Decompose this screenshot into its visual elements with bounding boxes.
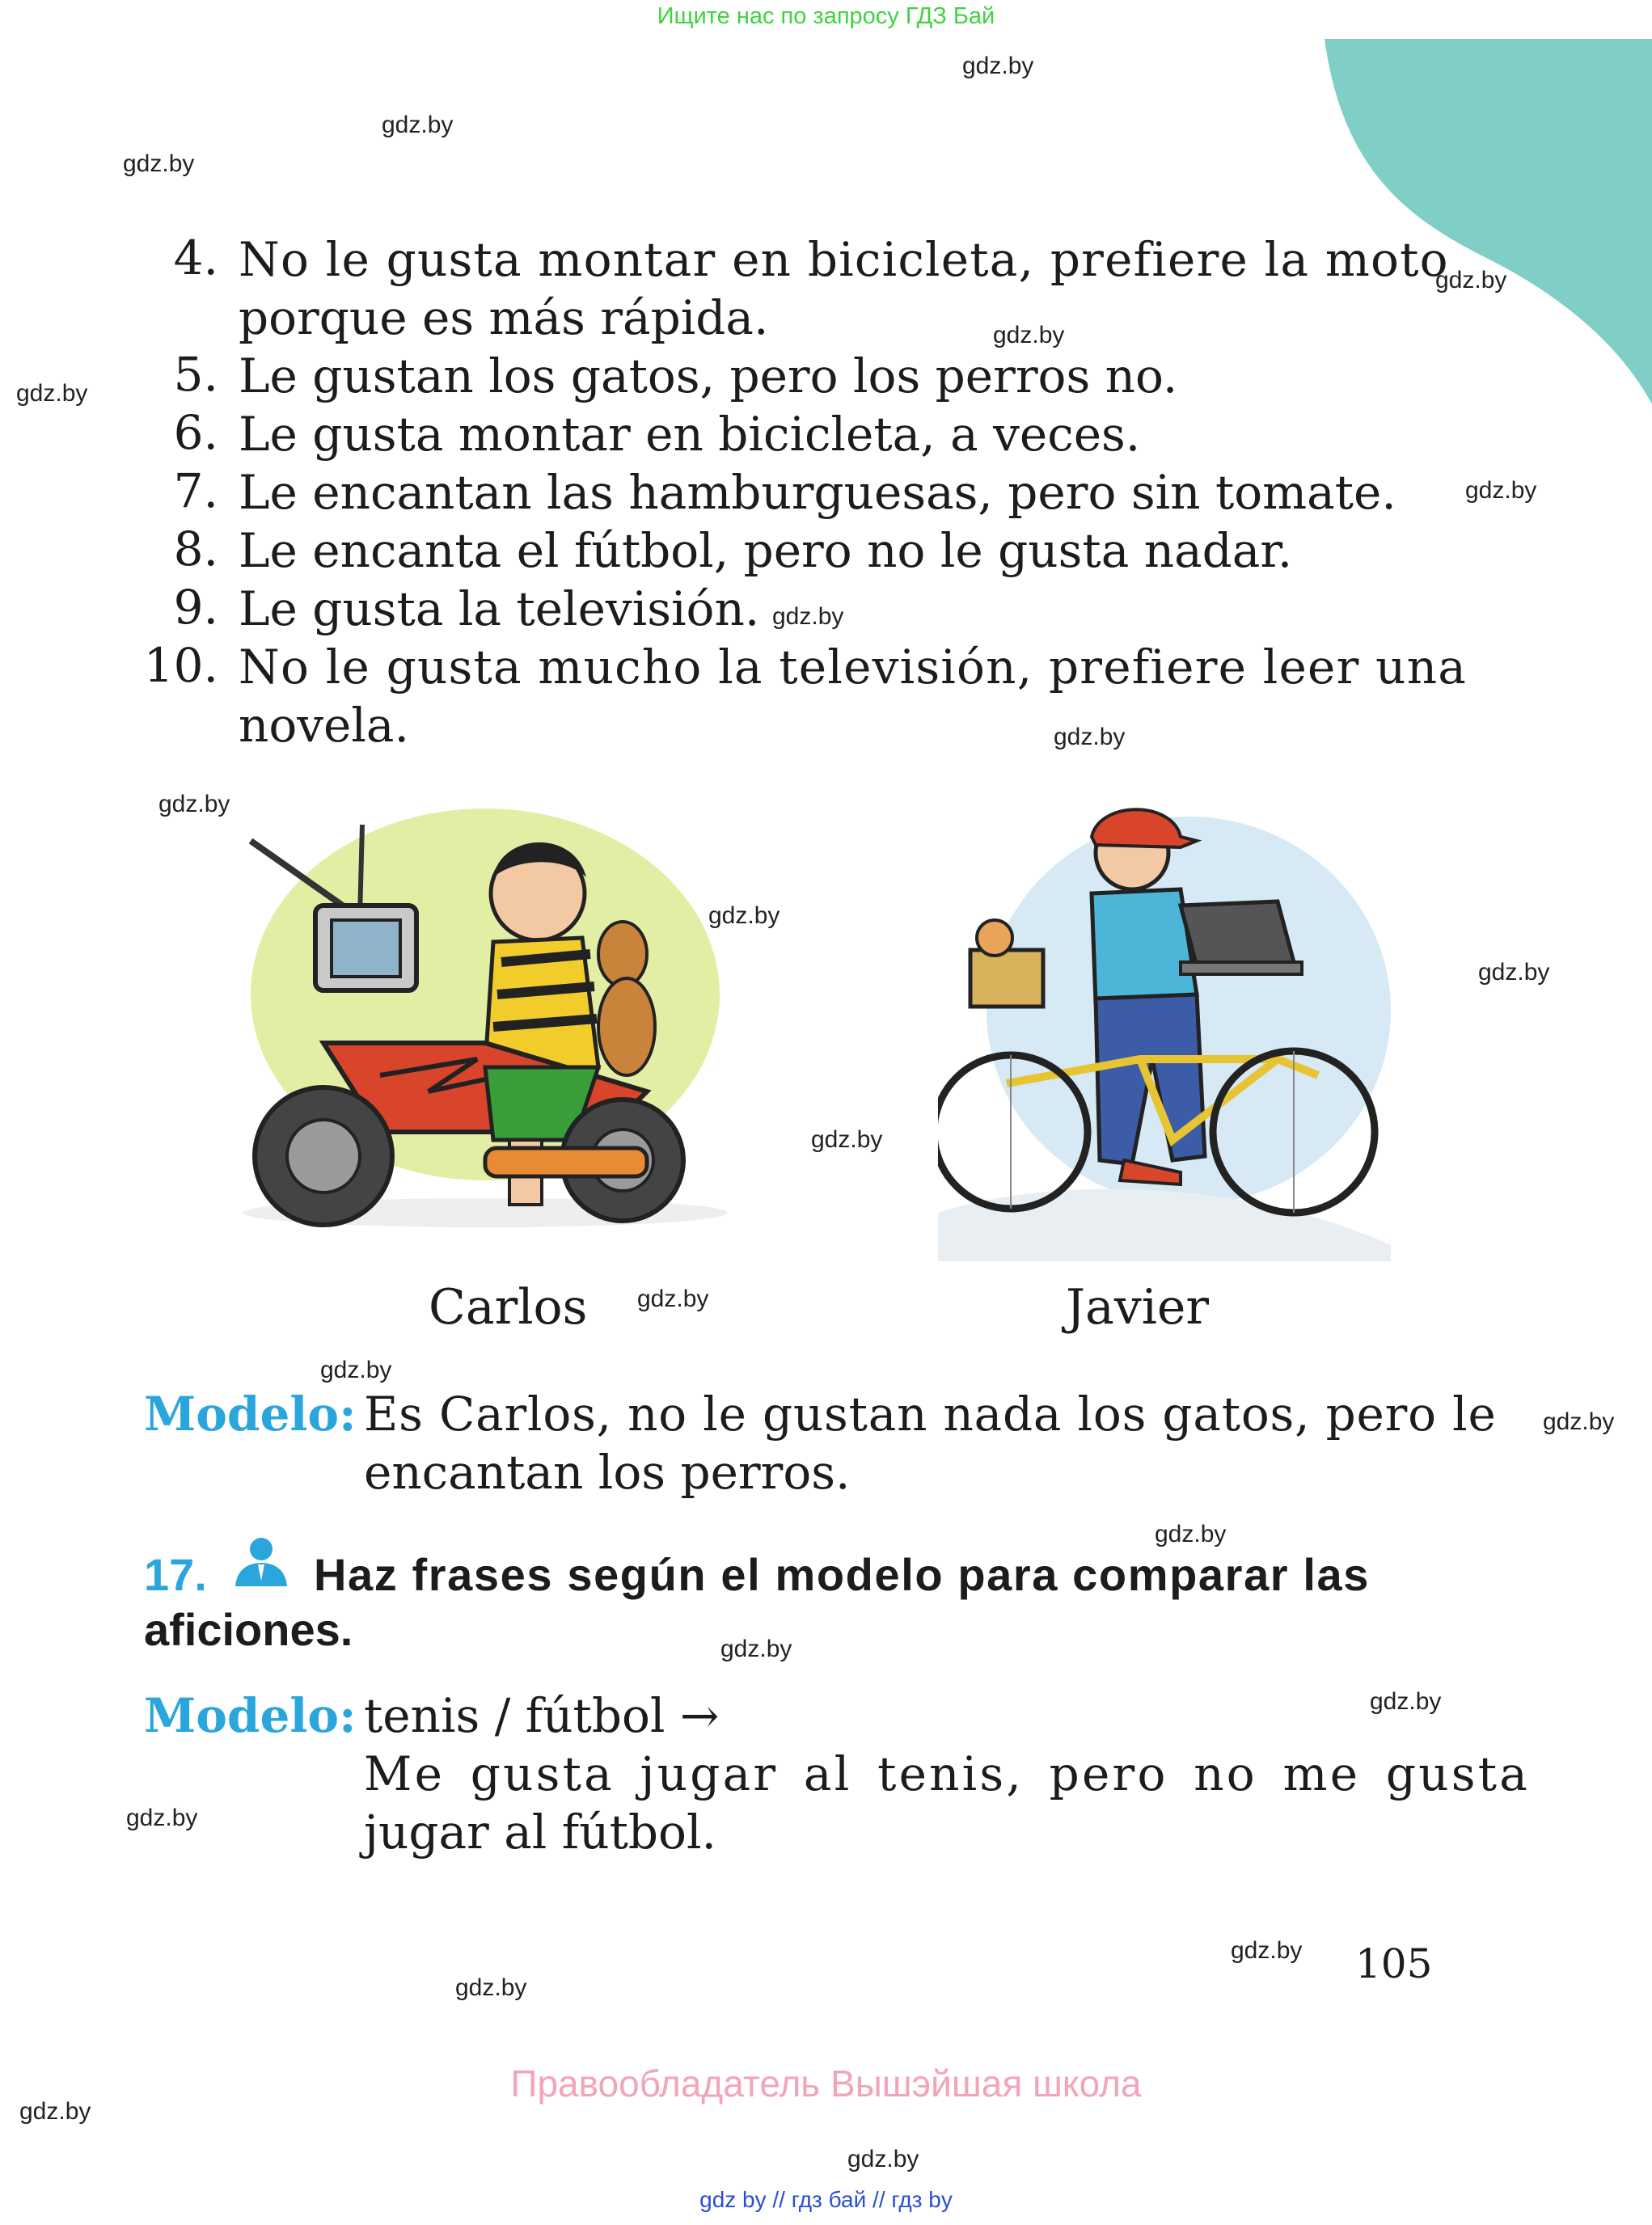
watermark: gdz.by xyxy=(1155,1521,1227,1547)
modelo-text: encantan los perros. xyxy=(364,1445,851,1500)
watermark: gdz.by xyxy=(16,380,88,407)
item-text: Le encanta el fútbol, pero no le gusta nadar. xyxy=(239,523,1293,578)
exercise-number: 17. xyxy=(144,1549,207,1600)
item-number: 8. xyxy=(173,521,218,576)
item-text: porque es más rápida. xyxy=(239,290,769,345)
modelo-label: Modelo: xyxy=(144,1387,357,1442)
carlos-illustration xyxy=(218,800,736,1237)
item-number: 7. xyxy=(173,463,218,518)
watermark: gdz.by xyxy=(126,1805,198,1831)
item-text: No le gusta montar en bicicleta, prefiere la moto xyxy=(239,232,1449,287)
watermark: gdz.by xyxy=(455,1974,527,2001)
item-text: Le gusta montar en bicicleta, a veces. xyxy=(239,407,1141,462)
modelo-text: tenis / fútbol → xyxy=(364,1688,720,1743)
exercise-title: aficiones. xyxy=(144,1604,353,1655)
javier-illustration xyxy=(938,792,1391,1261)
item-text: Le gustan los gatos, pero los perros no. xyxy=(239,348,1178,403)
watermark: gdz.by xyxy=(1054,724,1126,750)
item-text: No le gusta mucho la televisión, prefiere leer una xyxy=(239,640,1468,695)
watermark: gdz.by xyxy=(772,603,844,630)
bottom-links[interactable]: gdz by // гдз бай // гдз by xyxy=(699,2187,953,2212)
watermark: gdz.by xyxy=(993,322,1065,348)
watermark: gdz.by xyxy=(1478,959,1550,986)
watermark: gdz.by xyxy=(123,150,195,177)
watermark: gdz.by xyxy=(1543,1408,1615,1435)
item-text: novela. xyxy=(239,698,409,753)
caption-carlos: Carlos xyxy=(429,1279,588,1336)
teal-corner-decoration xyxy=(1310,32,1652,404)
watermark: gdz.by xyxy=(19,2098,91,2125)
exercise-title: Haz frases según el modelo para comparar las xyxy=(314,1549,1371,1600)
watermark: gdz.by xyxy=(811,1126,883,1153)
watermark: gdz.by xyxy=(382,112,454,138)
watermark: gdz.by xyxy=(847,2146,919,2172)
copyright-notice: Правообладатель Вышэйшая школа xyxy=(510,2062,1142,2105)
item-number: 9. xyxy=(173,580,218,635)
item-text: Le encantan las hamburguesas, pero sin tomate. xyxy=(239,465,1396,520)
watermark: gdz.by xyxy=(962,53,1034,79)
item-number: 10. xyxy=(143,638,218,693)
watermark: gdz.by xyxy=(720,1636,792,1662)
item-number: 6. xyxy=(173,405,218,460)
watermark: gdz.by xyxy=(1465,477,1537,504)
modelo-text: Me gusta jugar al tenis, pero no me gusta xyxy=(364,1746,1531,1801)
watermark: gdz.by xyxy=(1370,1688,1442,1715)
watermark: gdz.by xyxy=(637,1286,709,1312)
watermark: gdz.by xyxy=(1435,267,1507,293)
modelo-label: Modelo: xyxy=(144,1688,357,1743)
modelo-text: jugar al fútbol. xyxy=(364,1805,716,1860)
person-icon xyxy=(229,1536,294,1589)
page-number: 105 xyxy=(1355,1940,1433,1987)
watermark: gdz.by xyxy=(708,902,780,929)
item-text: Le gusta la televisión. xyxy=(239,581,760,636)
item-number: 4. xyxy=(173,230,218,285)
watermark: gdz.by xyxy=(1231,1937,1303,1964)
modelo-text: Es Carlos, no le gustan nada los gatos, pero le xyxy=(364,1387,1497,1442)
watermark: gdz.by xyxy=(320,1357,392,1383)
watermark: gdz.by xyxy=(158,791,230,817)
top-banner[interactable]: Ищите нас по запросу ГДЗ Бай xyxy=(657,3,995,29)
item-number: 5. xyxy=(173,347,218,402)
caption-javier: Javier xyxy=(1066,1279,1210,1336)
